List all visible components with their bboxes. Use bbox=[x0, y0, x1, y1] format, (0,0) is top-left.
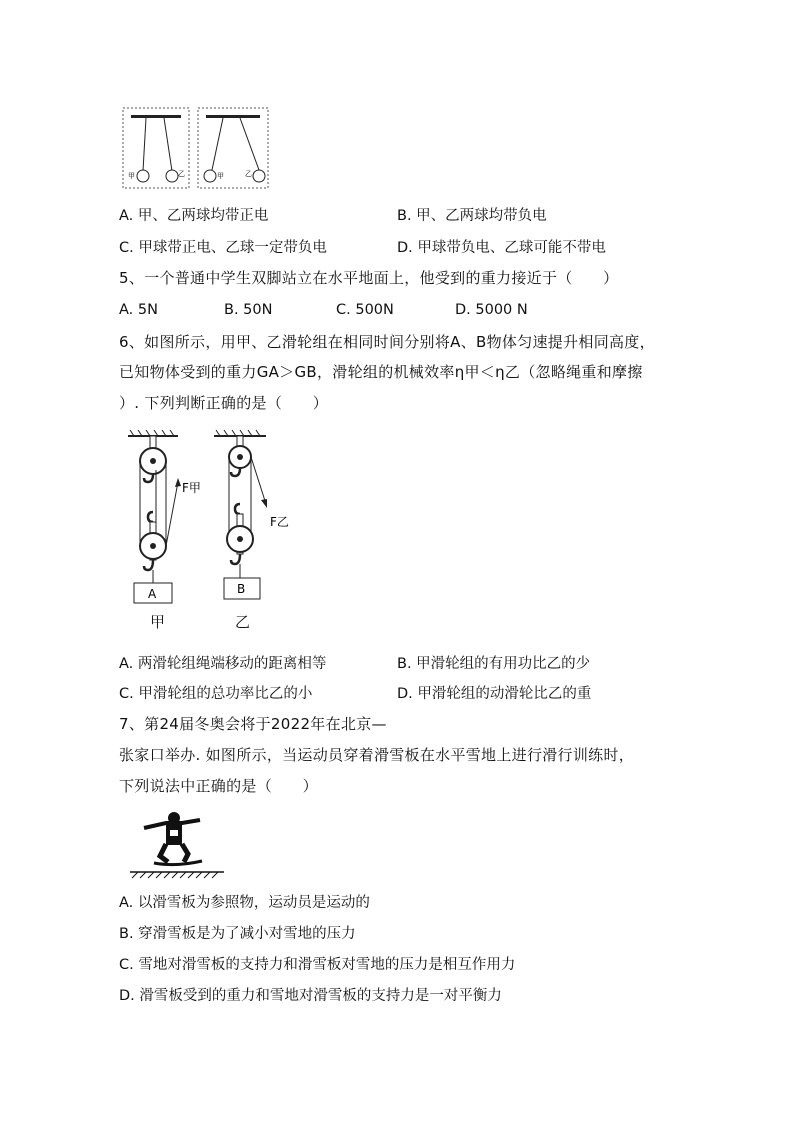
right-label-jia: 甲 bbox=[217, 172, 224, 180]
right-ball-yi bbox=[253, 170, 265, 182]
q4-option-a: A. 甲、乙两球均带正电 bbox=[119, 208, 269, 224]
block-a-label: A bbox=[148, 587, 157, 601]
q5-option-d: D. 5000 N bbox=[455, 302, 528, 318]
q6-option-d: D. 甲滑轮组的动滑轮比乙的重 bbox=[397, 686, 592, 702]
q7-option-b: B. 穿滑雪板是为了减小对雪地的压力 bbox=[119, 926, 356, 942]
q6-caption-yi: 乙 bbox=[235, 613, 251, 631]
q6-option-c: C. 甲滑轮组的总功率比乙的小 bbox=[119, 686, 313, 702]
q6-figure bbox=[120, 430, 300, 630]
left-ball-yi bbox=[166, 170, 178, 182]
q7-option-a: A. 以滑雪板为参照物，运动员是运动的 bbox=[119, 895, 370, 911]
q6-option-b: B. 甲滑轮组的有用功比乙的少 bbox=[397, 656, 591, 672]
force-label-jia: F甲 bbox=[182, 481, 201, 495]
q4-figure bbox=[122, 106, 272, 190]
pulley-system-jia bbox=[128, 430, 201, 603]
q4-option-c: C. 甲球带正电、乙球一定带负电 bbox=[119, 240, 327, 256]
q7-option-d: D. 滑雪板受到的重力和雪地对滑雪板的支持力是一对平衡力 bbox=[119, 988, 502, 1004]
snowboarder-figure bbox=[128, 808, 228, 878]
left-ball-jia bbox=[137, 170, 149, 182]
q4-option-b: B. 甲、乙两球均带负电 bbox=[397, 208, 547, 224]
q6-stem-line1: 6、如图所示，用甲、乙滑轮组在相同时间分别将A、B物体匀速提升相同高度， bbox=[119, 333, 655, 351]
right-label-yi: 乙 bbox=[245, 170, 252, 178]
q5-stem: 5、一个普通中学生双脚站立在水平地面上，他受到的重力接近于（ ） bbox=[119, 269, 619, 287]
q4-option-d: D. 甲球带负电、乙球可能不带电 bbox=[397, 240, 606, 256]
right-ball-jia bbox=[204, 170, 216, 182]
left-label-yi: 乙 bbox=[178, 170, 185, 178]
q5-option-a: A. 5N bbox=[119, 302, 158, 318]
q7-stem-line1: 7、第24届冬奥会将于2022年在北京— bbox=[119, 715, 387, 733]
force-label-yi: F乙 bbox=[270, 515, 289, 529]
q6-option-a: A. 两滑轮组绳端移动的距离相等 bbox=[119, 656, 327, 672]
q7-option-c: C. 雪地对滑雪板的支持力和滑雪板对雪地的压力是相互作用力 bbox=[119, 957, 516, 973]
block-b-label: B bbox=[237, 582, 246, 596]
q7-stem-line2: 张家口举办. 如图所示，当运动员穿着滑雪板在水平雪地上进行滑行训练时， bbox=[119, 746, 635, 764]
left-label-jia: 甲 bbox=[128, 172, 135, 180]
q6-caption-jia: 甲 bbox=[150, 613, 166, 631]
q5-option-c: C. 500N bbox=[336, 302, 394, 318]
q5-option-b: B. 50N bbox=[224, 302, 273, 318]
q7-stem-line3: 下列说法中正确的是（ ） bbox=[119, 777, 318, 795]
pulley-system-yi bbox=[214, 430, 289, 599]
q6-stem-line3: ）. 下列判断正确的是（ ） bbox=[119, 394, 329, 412]
q6-stem-line2: 已知物体受到的重力GA＞GB，滑轮组的机械效率η甲＜η乙（忽略绳重和摩擦 bbox=[119, 363, 643, 381]
